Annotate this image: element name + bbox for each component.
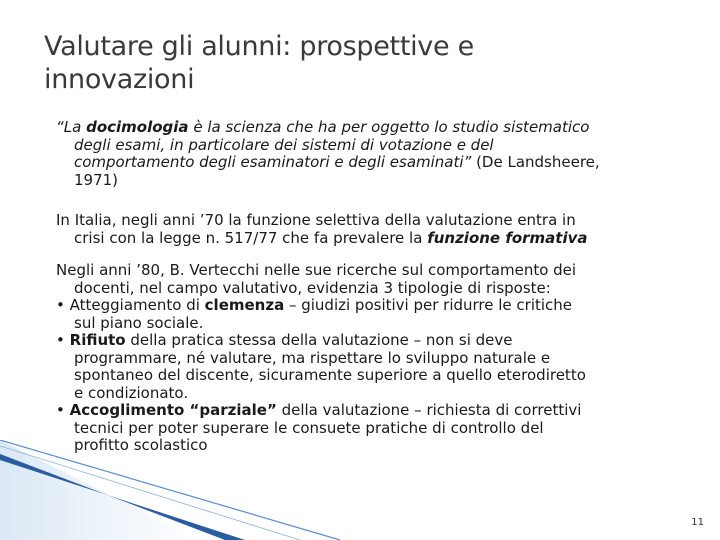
- bullet-rifiuto: [56, 332, 686, 350]
- title-line-2: innovazioni: [44, 64, 195, 95]
- bullet-rifiuto-text: della pratica stessa della valutazione – non si deve: [125, 331, 513, 349]
- slide-number: 11: [691, 517, 704, 528]
- bullet-accoglimento-text: della valutazione – richiesta di correttivi: [276, 401, 582, 419]
- quote-citation: (De Landsheere,: [471, 153, 600, 171]
- quote-line-4: 1971): [74, 170, 119, 189]
- bullet-accoglimento-line-3: profitto scolastico: [74, 436, 208, 454]
- slide-title: [44, 30, 684, 96]
- bullet-rifiuto-line-4: e condizionato.: [74, 383, 189, 402]
- bullet-rifiuto-line-3: spontaneo del discente, sicuramente superiore a quello eterodiretto: [74, 366, 586, 384]
- italy-line-2-text: crisi con la legge n. 517/77 che fa prevalere la: [74, 228, 428, 247]
- term-clemenza: clemenza: [204, 296, 285, 314]
- bullet-clemenza-rest: – giudizi positivi per ridurre le critiche: [284, 296, 573, 314]
- bullet-clemenza-line-2: sul piano sociale.: [74, 313, 204, 332]
- bullet-icon: •: [56, 296, 65, 314]
- term-rifiuto: Rifiuto: [69, 331, 126, 349]
- eighties-line-2: docenti, nel campo valutativo, evidenzia 3 tipologie di risposte:: [74, 278, 551, 297]
- bullet-rifiuto-line-2: programmare, né valutare, ma rispettare lo sviluppo naturale e: [74, 348, 551, 367]
- quote-line-1: [56, 119, 686, 137]
- italy-line-1: In Italia, negli anni ’70 la funzione selettiva della valutazione entra in: [56, 211, 576, 229]
- italy-line-2: [56, 230, 686, 248]
- term-funzione-formativa: funzione formativa: [427, 228, 588, 247]
- bullet-accoglimento: [56, 402, 686, 420]
- italy-paragraph: [56, 212, 686, 247]
- bullet-accoglimento-line-2: tecnici per poter superare le consuete pratiche di controllo del: [74, 418, 544, 437]
- title-line-1: Valutare gli alunni: prospettive e: [44, 31, 474, 62]
- quote-line-3: [56, 154, 686, 172]
- bullet-icon: •: [56, 331, 65, 349]
- bullet-clemenza-text: Atteggiamento di: [64, 296, 205, 314]
- bullet-clemenza: [56, 297, 686, 315]
- term-accoglimento-parziale: Accoglimento “parziale”: [69, 401, 277, 419]
- eighties-line-1: Negli anni ’80, B. Vertecchi nelle sue ricerche sul comportamento dei: [56, 261, 577, 279]
- eighties-paragraph: [56, 262, 686, 455]
- bullet-icon: •: [56, 401, 65, 419]
- quote-line-1-rest: è la scienza che ha per oggetto lo studio sistematico: [188, 118, 590, 136]
- quote-open: “La: [56, 118, 87, 136]
- docimologia-quote: [56, 119, 686, 189]
- quote-line-3-text: comportamento degli esaminatori e degli esaminati”: [74, 153, 472, 171]
- corner-decoration: [0, 440, 720, 540]
- quote-line-2: degli esami, in particolare dei sistemi di votazione e del: [74, 135, 494, 154]
- term-docimologia: docimologia: [86, 118, 189, 136]
